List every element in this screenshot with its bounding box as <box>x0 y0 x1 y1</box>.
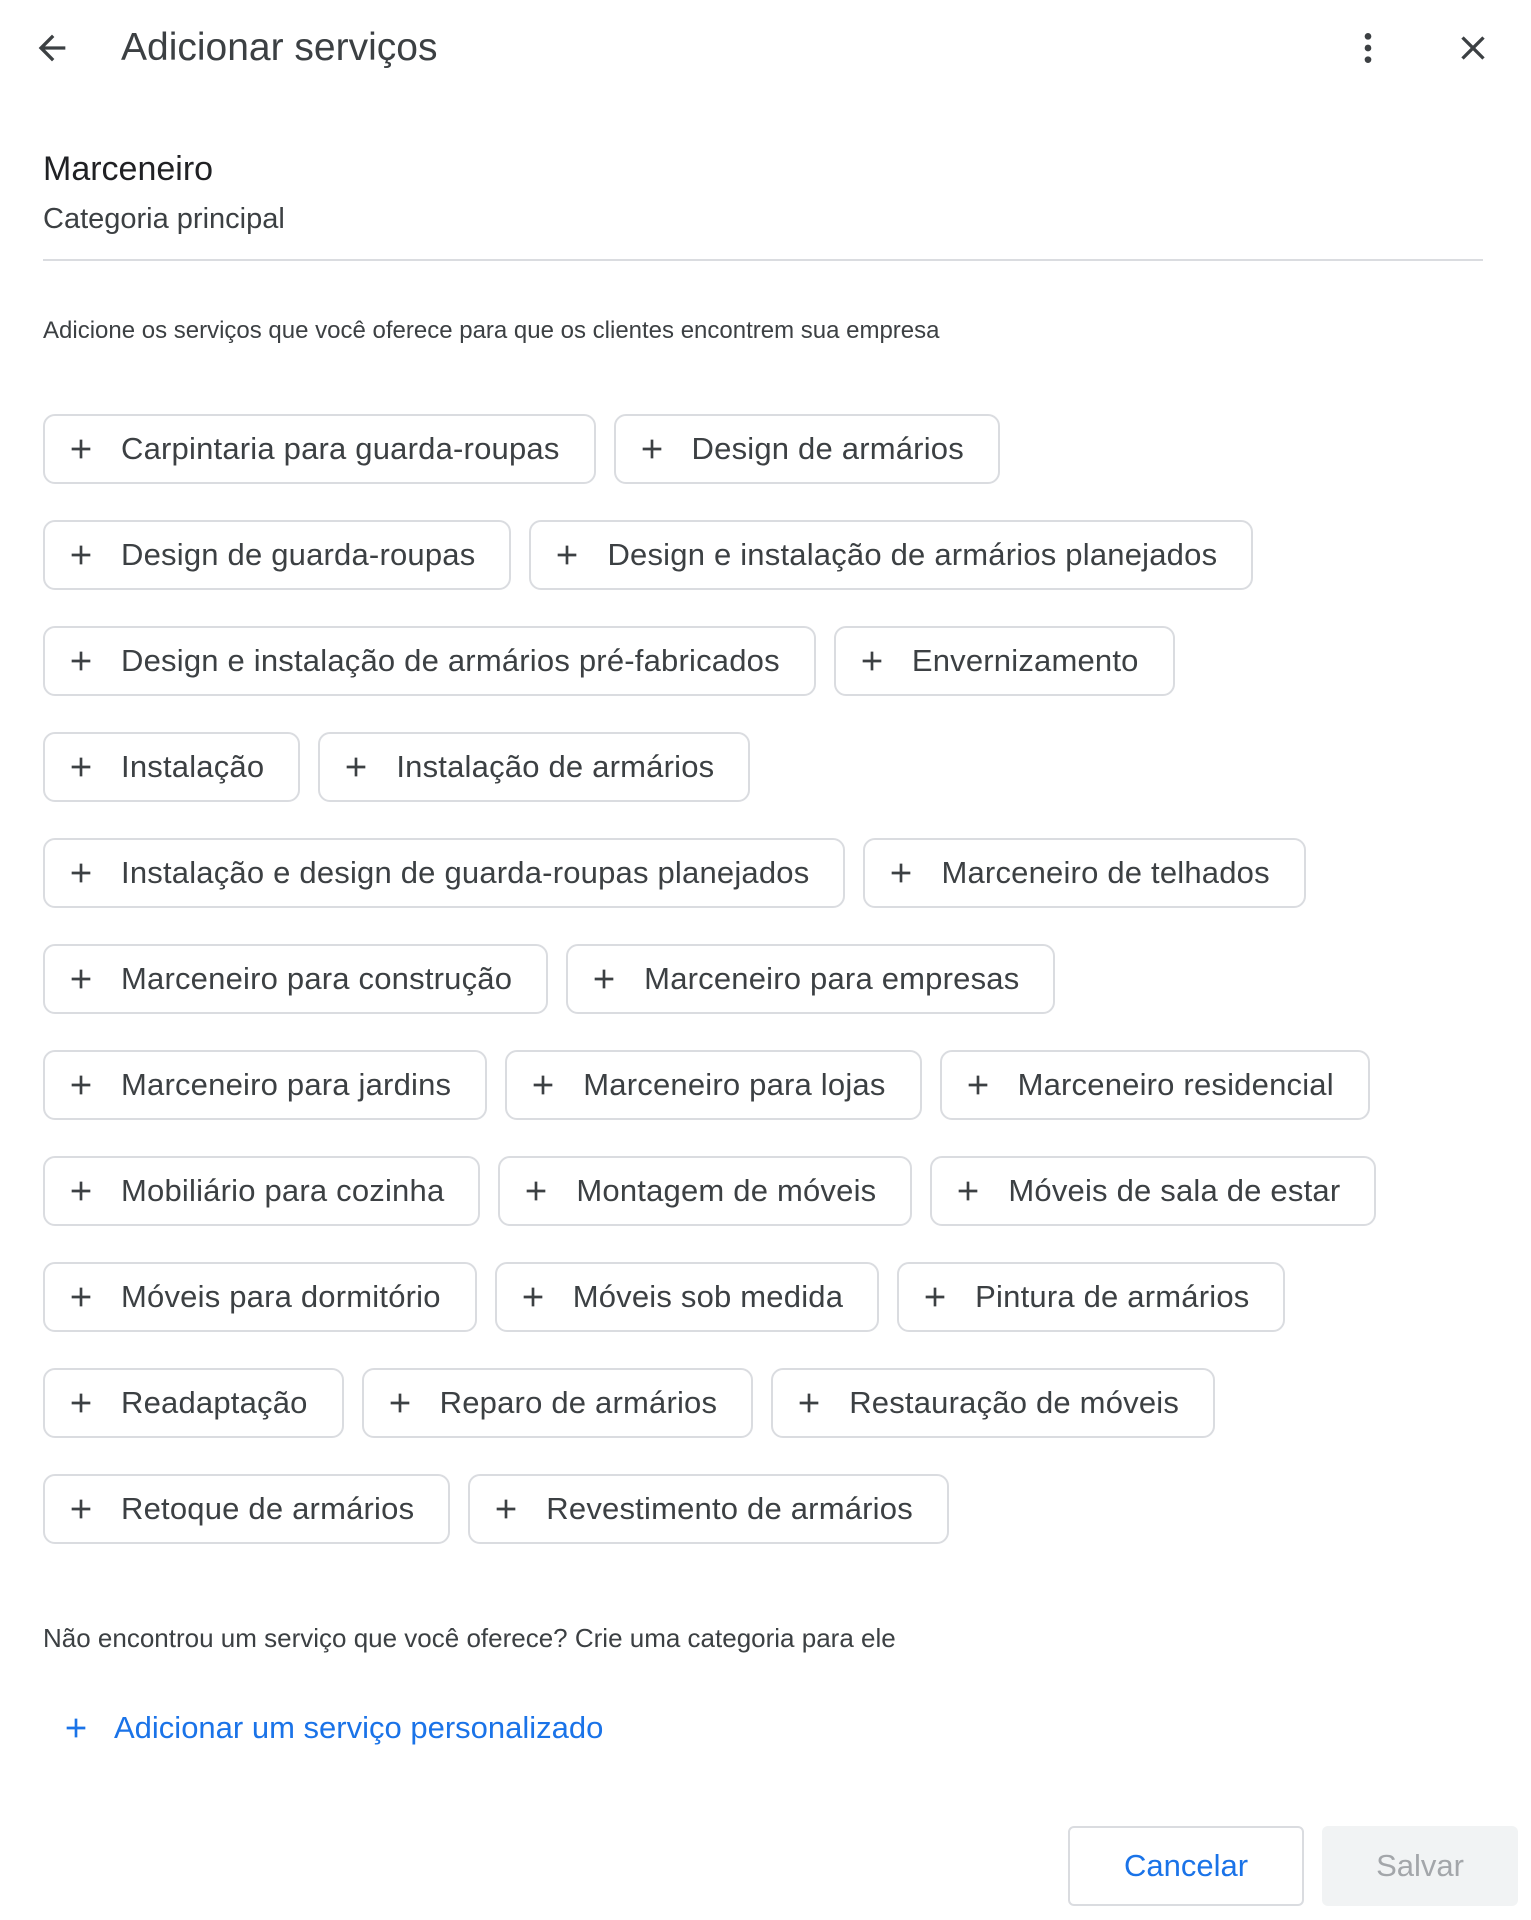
service-chip-label: Design e instalação de armários pré-fabricados <box>121 643 780 678</box>
service-chip-label: Mobiliário para cozinha <box>121 1173 445 1208</box>
close-button[interactable] <box>1445 20 1501 76</box>
service-chip[interactable] <box>863 838 1305 908</box>
more-vert-icon <box>1348 28 1388 68</box>
service-chip[interactable] <box>43 1156 480 1226</box>
service-chip-row <box>43 732 1493 802</box>
primary-category <box>43 150 285 236</box>
service-chip[interactable] <box>43 732 300 802</box>
plus-icon <box>962 1069 994 1101</box>
service-chip-label: Design e instalação de armários planejados <box>607 537 1218 572</box>
service-chip-label: Marceneiro para empresas <box>644 961 1020 996</box>
close-icon <box>1453 28 1493 68</box>
service-chip[interactable] <box>566 944 1055 1014</box>
service-chip-label: Instalação e design de guarda-roupas planejados <box>121 855 810 890</box>
divider <box>43 259 1483 261</box>
service-chip[interactable] <box>771 1368 1215 1438</box>
service-chip-label: Montagem de móveis <box>576 1173 877 1208</box>
service-chip[interactable] <box>614 414 1000 484</box>
plus-icon <box>517 1281 549 1313</box>
service-chip-label: Envernizamento <box>911 643 1139 678</box>
service-chip-label: Retoque de armários <box>121 1491 415 1526</box>
service-chip[interactable] <box>43 520 511 590</box>
service-chip[interactable] <box>43 1474 450 1544</box>
service-chip[interactable] <box>505 1050 921 1120</box>
add-custom-service-button[interactable] <box>60 1710 603 1746</box>
service-chip[interactable] <box>43 1368 344 1438</box>
plus-icon <box>60 1712 92 1744</box>
service-chip[interactable] <box>43 1050 487 1120</box>
plus-icon <box>65 433 97 465</box>
service-chip-label: Readaptação <box>121 1385 308 1420</box>
service-chip-label: Design de guarda-roupas <box>121 537 476 572</box>
service-chip-row <box>43 414 1493 484</box>
plus-icon <box>65 1175 97 1207</box>
plus-icon <box>520 1175 552 1207</box>
service-chip[interactable] <box>43 838 845 908</box>
service-chip[interactable] <box>468 1474 949 1544</box>
service-chip[interactable] <box>930 1156 1376 1226</box>
plus-icon <box>65 751 97 783</box>
service-chip-row <box>43 1368 1493 1438</box>
plus-icon <box>793 1387 825 1419</box>
service-chip[interactable] <box>495 1262 879 1332</box>
service-chip-label: Pintura de armários <box>975 1279 1250 1314</box>
plus-icon <box>551 539 583 571</box>
service-chip-label: Instalação <box>121 749 265 784</box>
service-chip-label: Marceneiro para construção <box>121 961 513 996</box>
plus-icon <box>588 963 620 995</box>
category-name: Marceneiro <box>43 150 214 188</box>
plus-icon <box>65 539 97 571</box>
category-subtitle: Categoria principal <box>43 203 285 235</box>
service-chip-label: Móveis de sala de estar <box>1008 1173 1341 1208</box>
arrow-back-icon <box>32 28 72 68</box>
service-chip-label: Restauração de móveis <box>849 1385 1180 1420</box>
service-chip[interactable] <box>43 626 816 696</box>
service-chip[interactable] <box>362 1368 754 1438</box>
service-chip[interactable] <box>834 626 1175 696</box>
services-description: Adicione os serviços que você oferece para que os clientes encontrem sua empresa <box>43 317 940 344</box>
service-chip-row <box>43 520 1493 590</box>
plus-icon <box>65 857 97 889</box>
service-chip[interactable] <box>43 1262 477 1332</box>
plus-icon <box>65 1281 97 1313</box>
service-chip-label: Móveis para dormitório <box>121 1279 441 1314</box>
plus-icon <box>885 857 917 889</box>
service-chip-label: Carpintaria para guarda-roupas <box>121 431 560 466</box>
plus-icon <box>527 1069 559 1101</box>
plus-icon <box>65 1387 97 1419</box>
service-chip-row <box>43 1050 1493 1120</box>
plus-icon <box>384 1387 416 1419</box>
service-chip-list <box>43 414 1493 1580</box>
service-chip-row <box>43 944 1493 1014</box>
missing-service-note: Não encontrou um serviço que você oferece? Crie uma categoria para ele <box>43 1623 896 1653</box>
service-chip-label: Marceneiro residencial <box>1017 1067 1334 1102</box>
add-custom-service-label: Adicionar um serviço personalizado <box>114 1710 604 1745</box>
dialog-header <box>0 0 1531 100</box>
service-chip-label: Móveis sob medida <box>572 1279 844 1314</box>
service-chip-row <box>43 1156 1493 1226</box>
plus-icon <box>490 1493 522 1525</box>
service-chip-row <box>43 1262 1493 1332</box>
service-chip-label: Marceneiro para lojas <box>583 1067 886 1102</box>
service-chip-label: Marceneiro para jardins <box>121 1067 452 1102</box>
plus-icon <box>636 433 668 465</box>
save-button[interactable]: Salvar <box>1322 1826 1518 1906</box>
service-chip-label: Reparo de armários <box>439 1385 718 1420</box>
back-button[interactable] <box>24 20 80 76</box>
service-chip-row <box>43 838 1493 908</box>
service-chip[interactable] <box>529 520 1253 590</box>
service-chip-label: Revestimento de armários <box>546 1491 913 1526</box>
service-chip-row <box>43 626 1493 696</box>
service-chip[interactable] <box>498 1156 912 1226</box>
service-chip[interactable] <box>940 1050 1370 1120</box>
plus-icon <box>919 1281 951 1313</box>
plus-icon <box>65 963 97 995</box>
plus-icon <box>340 751 372 783</box>
service-chip-label: Instalação de armários <box>396 749 715 784</box>
service-chip-label: Design de armários <box>691 431 964 466</box>
service-chip[interactable] <box>43 944 548 1014</box>
cancel-button[interactable]: Cancelar <box>1068 1826 1304 1906</box>
plus-icon <box>65 1493 97 1525</box>
plus-icon <box>65 1069 97 1101</box>
page-title: Adicionar serviços <box>121 26 438 69</box>
plus-icon <box>856 645 888 677</box>
plus-icon <box>952 1175 984 1207</box>
plus-icon <box>65 645 97 677</box>
service-chip-row <box>43 1474 1493 1544</box>
service-chip-label: Marceneiro de telhados <box>941 855 1270 890</box>
more-options-button[interactable] <box>1340 20 1396 76</box>
service-chip[interactable] <box>318 732 750 802</box>
service-chip[interactable] <box>897 1262 1285 1332</box>
service-chip[interactable] <box>43 414 596 484</box>
